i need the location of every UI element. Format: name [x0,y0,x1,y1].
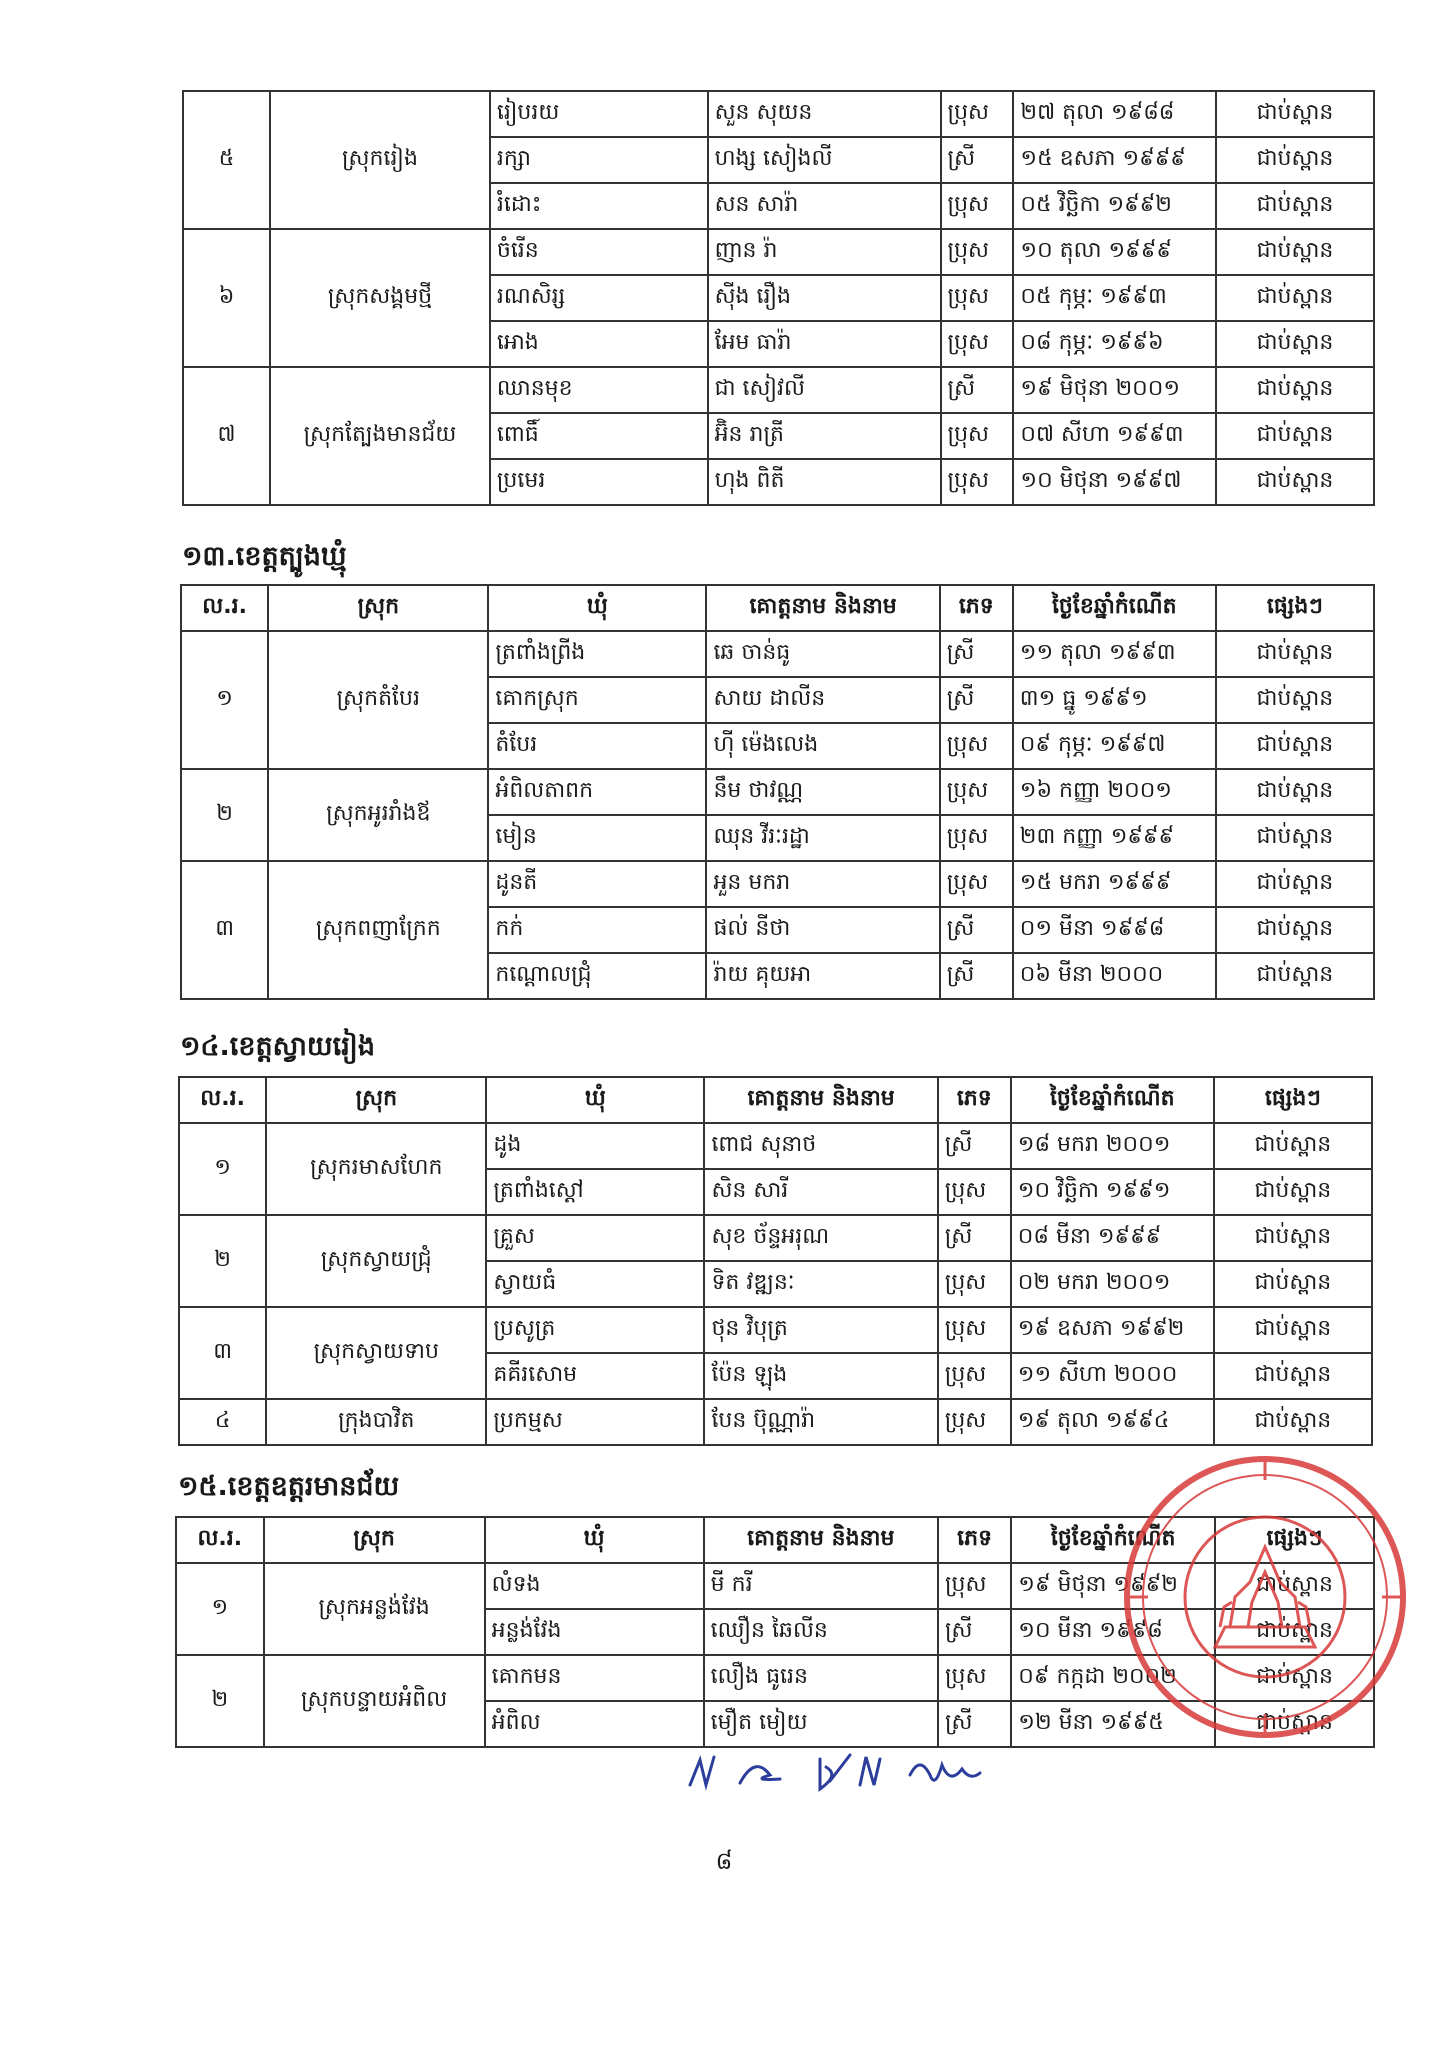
candidate-name: អ៊ិន រាត្រី [708,413,941,459]
header-name: គោត្តនាម និងនាម [704,1077,937,1123]
remarks: ជាប់ស្ពាន [1216,723,1374,769]
date-of-birth: ០៨ មីនា ១៩៩៩ [1011,1215,1214,1261]
remarks: ជាប់ស្ពាន [1216,413,1374,459]
district-name: ស្រុកតំបែរ [268,631,488,769]
date-of-birth: ១០ តុលា ១៩៩៩ [1013,229,1216,275]
remarks: ជាប់ស្ពាន [1214,1169,1372,1215]
page-number: ៨ [715,1847,733,1875]
commune-name: អន្លង់វែង [485,1609,704,1655]
table-row [181,861,1374,907]
candidate-sex: ប្រុស [940,723,1013,769]
candidate-name: អែម ធារ៉ា [708,321,941,367]
section-title-tboung-khmum: ១៣.ខេត្តត្បូងឃ្មុំ [182,541,347,572]
candidate-sex: ស្រី [938,1701,1011,1747]
remarks: ជាប់ស្ពាន [1214,1307,1372,1353]
district-name: ក្រុងបាវិត [266,1399,486,1445]
district-name: ស្រុកត្បែងមានជ័យ [270,367,490,505]
commune-name: រំដោះ [490,183,708,229]
remarks: ជាប់ស្ពាន [1214,1353,1372,1399]
candidate-name: បែន ប៊ុណ្ណារ៉ា [704,1399,937,1445]
district-name: ស្រុកសង្គមថ្មី [270,229,490,367]
remarks: ជាប់ស្ពាន [1216,677,1374,723]
remarks: ជាប់ស្ពាន [1214,1399,1372,1445]
candidate-sex: ប្រុស [938,1399,1011,1445]
candidate-name: ជា សៀវលី [708,367,941,413]
commune-name: រក្សា [490,137,708,183]
candidate-name: ហ៊ី ម៉េងលេង [706,723,939,769]
date-of-birth: ០៥ វិច្ឆិកា ១៩៩២ [1013,183,1216,229]
remarks: ជាប់ស្ពាន [1215,1609,1374,1655]
candidate-name: អួន មករា [706,861,939,907]
date-of-birth: ០៩ កក្កដា ២០០២ [1011,1655,1215,1701]
district-name: ស្រុកពញាក្រែក [268,861,488,999]
table-header-row [181,585,1374,631]
row-number: ១ [179,1123,266,1215]
candidate-name: ឆេ ចាន់ធូ [706,631,939,677]
date-of-birth: ១៩ មិថុនា ១៩៩២ [1011,1563,1215,1609]
district-name: ស្រុកស្វាយទាប [266,1307,486,1399]
candidate-name: មី ករី [704,1563,938,1609]
candidate-sex: ប្រុស [940,861,1013,907]
remarks: ជាប់ស្ពាន [1216,861,1374,907]
date-of-birth: ០២ មករា ២០០១ [1011,1261,1214,1307]
date-of-birth: ១០ មិថុនា ១៩៩៧ [1013,459,1216,505]
row-number: ៦ [183,229,270,367]
district-name: ស្រុកស្វាយជ្រុំ [266,1215,486,1307]
signatures-icon [680,1745,1000,1805]
candidate-name: សាយ ដាលីន [706,677,939,723]
date-of-birth: ០៩ កុម្ភៈ ១៩៩៧ [1013,723,1216,769]
candidate-name: ឈឿន ឆៃលីន [704,1609,938,1655]
remarks: ជាប់ស្ពាន [1215,1701,1374,1747]
candidate-sex: ប្រុស [941,229,1014,275]
section-title-oddar-meanchey: ១៥.ខេត្តឧត្តរមានជ័យ [178,1471,400,1502]
remarks: ជាប់ស្ពាន [1216,137,1374,183]
date-of-birth: ០៨ កុម្ភៈ ១៩៩៦ [1013,321,1216,367]
header-district: ស្រុក [268,585,488,631]
commune-name: ត្រពាំងព្រីង [488,631,706,677]
row-number: ២ [176,1655,264,1747]
commune-name: មៀន [488,815,706,861]
remarks: ជាប់ស្ពាន [1216,769,1374,815]
candidate-sex: ប្រុស [941,321,1014,367]
date-of-birth: ០៦ មីនា ២០០០ [1013,953,1216,999]
candidate-sex: ស្រី [940,953,1013,999]
candidate-sex: ស្រី [941,367,1014,413]
date-of-birth: ១៦ កញ្ញា ២០០១ [1013,769,1216,815]
commune-name: គ្រួស [486,1215,704,1261]
candidate-sex: ប្រុស [938,1169,1011,1215]
header-district: ស្រុក [266,1077,486,1123]
candidate-sex: ប្រុស [941,459,1014,505]
header-no: ល.រ. [176,1517,264,1563]
date-of-birth: ១១ តុលា ១៩៩៣ [1013,631,1216,677]
candidate-sex: ប្រុស [938,1353,1011,1399]
candidate-sex: ស្រី [940,677,1013,723]
candidate-name: ពោជ សុនាថ [704,1123,937,1169]
commune-name: រណសិរ្ស [490,275,708,321]
date-of-birth: ១៩ តុលា ១៩៩៤ [1011,1399,1214,1445]
commune-name: លំទង [485,1563,704,1609]
table-row [179,1123,1372,1169]
table-row [181,769,1374,815]
official-stamp-icon [1120,1452,1410,1742]
header-sex: ភេទ [938,1077,1011,1123]
candidate-name: ហង្ស សៀងលី [708,137,941,183]
candidate-sex: ប្រុស [938,1307,1011,1353]
candidate-name: ញាន រ៉ា [708,229,941,275]
date-of-birth: ១៥ ឧសភា ១៩៩៩ [1013,137,1216,183]
candidate-name: រ៉ាយ គុយអា [706,953,939,999]
row-number: ២ [181,769,268,861]
candidate-sex: ស្រី [938,1609,1011,1655]
candidate-name: នឹម ថាវណ្ណ [706,769,939,815]
commune-name: តំបែរ [488,723,706,769]
candidate-sex: ប្រុស [938,1563,1011,1609]
row-number: ៣ [179,1307,266,1399]
date-of-birth: ២៣ កញ្ញា ១៩៩៩ [1013,815,1216,861]
commune-name: អំពិល [485,1701,704,1747]
remarks: ជាប់ស្ពាន [1216,91,1374,137]
commune-name: កក់ [488,907,706,953]
commune-name: រៀបរយ [490,91,708,137]
remarks: ជាប់ស្ពាន [1216,183,1374,229]
commune-name: ត្រពាំងស្ដៅ [486,1169,704,1215]
candidate-sex: ប្រុស [938,1655,1011,1701]
date-of-birth: ១០ មីនា ១៩៩៨ [1011,1609,1215,1655]
header-other: ផ្សេងៗ [1215,1517,1374,1563]
table-row [183,229,1374,275]
date-of-birth: ០៧ សីហា ១៩៩៣ [1013,413,1216,459]
header-sex: ភេទ [940,585,1013,631]
header-other: ផ្សេងៗ [1216,585,1374,631]
commune-name: គោកស្រុក [488,677,706,723]
candidate-sex: ប្រុស [941,275,1014,321]
candidate-name: ឈុន វីរៈរដ្ឋា [706,815,939,861]
header-commune: ឃុំ [488,585,706,631]
commune-name: ឈានមុខ [490,367,708,413]
date-of-birth: ១២ មីនា ១៩៩៥ [1011,1701,1215,1747]
commune-name: អំពិលតាពក [488,769,706,815]
candidate-name: ថុន វិបុត្រ [704,1307,937,1353]
commune-name: ពោធិ៍ [490,413,708,459]
table-row [183,91,1374,137]
row-number: ៧ [183,367,270,505]
candidates-table-continued [182,90,1375,506]
header-no: ល.រ. [181,585,268,631]
remarks: ជាប់ស្ពាន [1216,953,1374,999]
commune-name: គគីរសោម [486,1353,704,1399]
table-row [179,1399,1372,1445]
candidate-name: ស៊ីង រឿង [708,275,941,321]
commune-name: ដូង [486,1123,704,1169]
section-title-svay-rieng: ១៤.ខេត្តស្វាយរៀង [180,1031,375,1062]
row-number: ៤ [179,1399,266,1445]
remarks: ជាប់ស្ពាន [1216,907,1374,953]
header-dob: ថ្ងៃខែឆ្នាំកំណើត [1011,1077,1214,1123]
commune-name: គោកមន [485,1655,704,1701]
candidates-table-svay-rieng [178,1076,1373,1446]
district-name: ស្រុករមាសហែក [266,1123,486,1215]
date-of-birth: ១៩ មិថុនា ២០០១ [1013,367,1216,413]
remarks: ជាប់ស្ពាន [1216,367,1374,413]
remarks: ជាប់ស្ពាន [1216,459,1374,505]
table-header-row [179,1077,1372,1123]
candidate-name: លឿង ធូរេន [704,1655,938,1701]
remarks: ជាប់ស្ពាន [1214,1215,1372,1261]
remarks: ជាប់ស្ពាន [1215,1655,1374,1701]
remarks: ជាប់ស្ពាន [1216,815,1374,861]
candidate-sex: ប្រុស [941,91,1014,137]
candidate-name: មឿត មៀយ [704,1701,938,1747]
row-number: ១ [176,1563,264,1655]
table-row [183,367,1374,413]
candidate-name: សន សារ៉ា [708,183,941,229]
commune-name: កណ្ដោលជ្រុំ [488,953,706,999]
date-of-birth: ០១ មីនា ១៩៩៨ [1013,907,1216,953]
candidate-sex: ស្រី [940,907,1013,953]
remarks: ជាប់ស្ពាន [1216,229,1374,275]
candidate-name: សួន សុយន [708,91,941,137]
candidate-name: ប៉ែន ឡុង [704,1353,937,1399]
date-of-birth: ១០ វិច្ឆិកា ១៩៩១ [1011,1169,1214,1215]
table-row [181,631,1374,677]
remarks: ជាប់ស្ពាន [1216,275,1374,321]
candidate-sex: ប្រុស [941,183,1014,229]
district-name: ស្រុករៀង [270,91,490,229]
header-name: គោត្តនាម និងនាម [704,1517,938,1563]
row-number: ១ [181,631,268,769]
commune-name: ប្រកម្មស [486,1399,704,1445]
candidate-sex: ប្រុស [938,1261,1011,1307]
remarks: ជាប់ស្ពាន [1216,321,1374,367]
date-of-birth: ២៧ តុលា ១៩៨៨ [1013,91,1216,137]
candidate-sex: ស្រី [941,137,1014,183]
header-district: ស្រុក [264,1517,485,1563]
header-dob: ថ្ងៃខែឆ្នាំកំណើត [1011,1517,1215,1563]
candidates-table-tboung-khmum [180,584,1375,1000]
header-dob: ថ្ងៃខែឆ្នាំកំណើត [1013,585,1216,631]
candidate-name: សិន សារី [704,1169,937,1215]
header-commune: ឃុំ [486,1077,704,1123]
row-number: ៣ [181,861,268,999]
date-of-birth: ៣១ ធ្នូ ១៩៩១ [1013,677,1216,723]
table-row [179,1215,1372,1261]
candidate-name: ហុង ពិតី [708,459,941,505]
remarks: ជាប់ស្ពាន [1216,631,1374,677]
candidate-sex: ស្រី [938,1123,1011,1169]
date-of-birth: ១៥ មករា ១៩៩៩ [1013,861,1216,907]
candidate-sex: ស្រី [940,631,1013,677]
commune-name: ដូនតី [488,861,706,907]
date-of-birth: ១៩ ឧសភា ១៩៩២ [1011,1307,1214,1353]
row-number: ២ [179,1215,266,1307]
candidate-sex: ប្រុស [940,769,1013,815]
commune-name: ប្រមេរ [490,459,708,505]
header-no: ល.រ. [179,1077,266,1123]
remarks: ជាប់ស្ពាន [1214,1123,1372,1169]
remarks: ជាប់ស្ពាន [1215,1563,1374,1609]
commune-name: ស្វាយធំ [486,1261,704,1307]
row-number: ៥ [183,91,270,229]
header-commune: ឃុំ [485,1517,704,1563]
district-name: ស្រុកអូររាំងឪ [268,769,488,861]
date-of-birth: ០៥ កុម្ភៈ ១៩៩៣ [1013,275,1216,321]
candidate-sex: ប្រុស [941,413,1014,459]
candidate-sex: ស្រី [938,1215,1011,1261]
commune-name: ប្រសូត្រ [486,1307,704,1353]
remarks: ជាប់ស្ពាន [1214,1261,1372,1307]
header-sex: ភេទ [938,1517,1011,1563]
date-of-birth: ១៨ មករា ២០០១ [1011,1123,1214,1169]
candidate-name: ទិត វឌ្ឍនៈ [704,1261,937,1307]
commune-name: ចំរើន [490,229,708,275]
header-name: គោត្តនាម និងនាម [706,585,939,631]
commune-name: អោង [490,321,708,367]
district-name: ស្រុកអន្លង់វែង [264,1563,485,1655]
district-name: ស្រុកបន្ទាយអំពិល [264,1655,485,1747]
candidate-name: ផល់ នីថា [706,907,939,953]
candidate-name: សុខ ច័ន្ទអរុណ [704,1215,937,1261]
date-of-birth: ១១ សីហា ២០០០ [1011,1353,1214,1399]
candidate-sex: ប្រុស [940,815,1013,861]
table-row [179,1307,1372,1353]
header-other: ផ្សេងៗ [1214,1077,1372,1123]
